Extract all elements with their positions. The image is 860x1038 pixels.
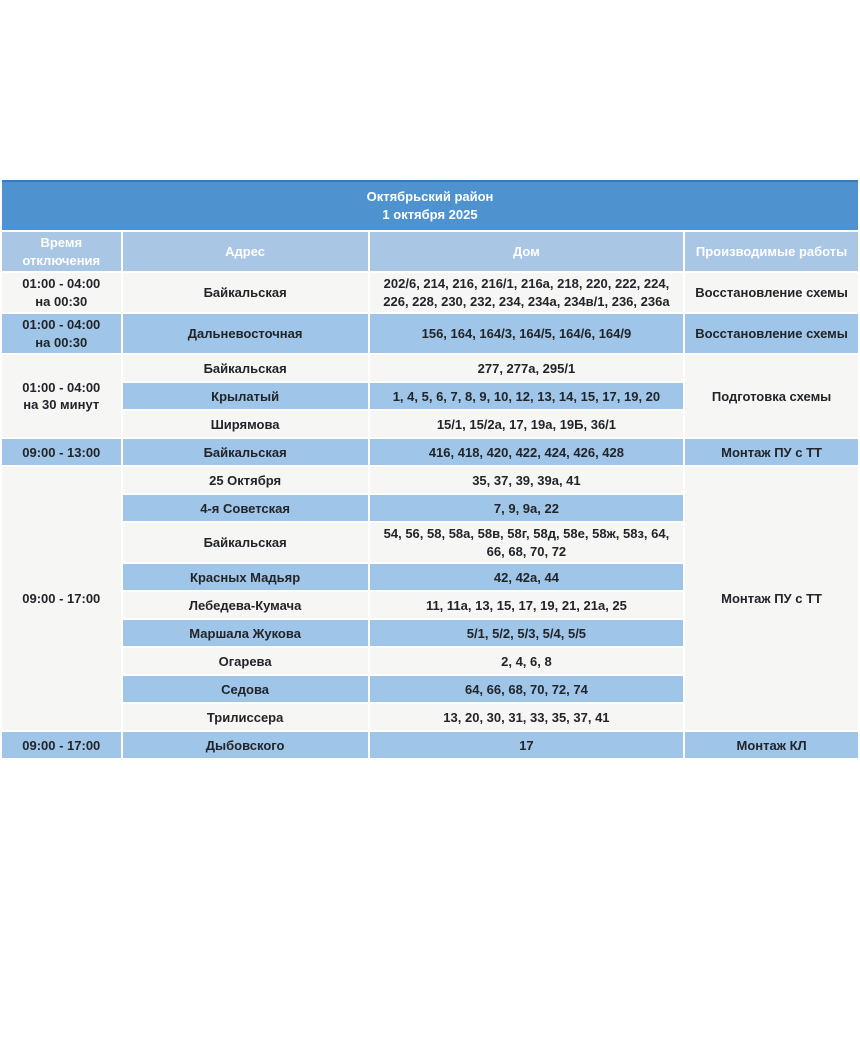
address-cell: Дальневосточная (123, 314, 368, 353)
date-subtitle: 1 октября 2025 (382, 207, 478, 222)
address-cell: Дыбовского (123, 732, 368, 758)
address-cell: Байкальская (123, 523, 368, 562)
work-cell: Восстановление схемы (685, 273, 858, 312)
table-head (2, 180, 858, 271)
table-row (2, 355, 858, 381)
work-cell: Монтаж ПУ с ТТ (685, 439, 858, 465)
table-row (2, 467, 858, 493)
work-cell: Подготовка схемы (685, 355, 858, 437)
houses-cell: 5/1, 5/2, 5/3, 5/4, 5/5 (370, 620, 683, 646)
work-cell: Восстановление схемы (685, 314, 858, 353)
address-cell: Красных Мадьяр (123, 564, 368, 590)
address-cell: Байкальская (123, 355, 368, 381)
address-cell: Ширямова (123, 411, 368, 437)
work-cell: Монтаж ПУ с ТТ (685, 467, 858, 730)
houses-cell: 202/6, 214, 216, 216/1, 216а, 218, 220, 222, 224, 226, 228, 230, 232, 234, 234а, 234в/1, 236, 236а (370, 273, 683, 312)
houses-cell: 156, 164, 164/3, 164/5, 164/6, 164/9 (370, 314, 683, 353)
outage-table-body (2, 273, 858, 758)
houses-cell: 54, 56, 58, 58а, 58в, 58г, 58д, 58е, 58ж, 58з, 64, 66, 68, 70, 72 (370, 523, 683, 562)
column-header-row (2, 232, 858, 271)
table-row (2, 439, 858, 465)
address-cell: Трилиссера (123, 704, 368, 730)
houses-cell: 42, 42а, 44 (370, 564, 683, 590)
houses-cell: 1, 4, 5, 6, 7, 8, 9, 10, 12, 13, 14, 15, 17, 19, 20 (370, 383, 683, 409)
outage-schedule-table (0, 178, 860, 760)
work-cell: Монтаж КЛ (685, 732, 858, 758)
address-cell: Байкальская (123, 273, 368, 312)
houses-cell: 17 (370, 732, 683, 758)
column-header-works: Производимые работы (685, 232, 858, 271)
houses-cell: 64, 66, 68, 70, 72, 74 (370, 676, 683, 702)
houses-cell: 7, 9, 9а, 22 (370, 495, 683, 521)
houses-cell: 11, 11а, 13, 15, 17, 19, 21, 21а, 25 (370, 592, 683, 618)
table-row (2, 732, 858, 758)
address-cell: Седова (123, 676, 368, 702)
time-cell: 09:00 - 17:00 (2, 467, 121, 730)
houses-cell: 2, 4, 6, 8 (370, 648, 683, 674)
column-header-house: Дом (370, 232, 683, 271)
time-cell: 01:00 - 04:00 на 00:30 (2, 273, 121, 312)
address-cell: Маршала Жукова (123, 620, 368, 646)
table-row (2, 273, 858, 312)
column-header-address: Адрес (123, 232, 368, 271)
houses-cell: 35, 37, 39, 39а, 41 (370, 467, 683, 493)
houses-cell: 15/1, 15/2а, 17, 19а, 19Б, 36/1 (370, 411, 683, 437)
time-cell: 09:00 - 13:00 (2, 439, 121, 465)
address-cell: Лебедева-Кумача (123, 592, 368, 618)
houses-cell: 416, 418, 420, 422, 424, 426, 428 (370, 439, 683, 465)
time-cell: 01:00 - 04:00 на 30 минут (2, 355, 121, 437)
column-header-time: Время отключения (2, 232, 121, 271)
houses-cell: 277, 277а, 295/1 (370, 355, 683, 381)
address-cell: Крылатый (123, 383, 368, 409)
time-cell: 09:00 - 17:00 (2, 732, 121, 758)
title-row (2, 180, 858, 230)
time-cell: 01:00 - 04:00 на 00:30 (2, 314, 121, 353)
table-row (2, 314, 858, 353)
table-title (2, 180, 858, 230)
houses-cell: 13, 20, 30, 31, 33, 35, 37, 41 (370, 704, 683, 730)
address-cell: 4-я Советская (123, 495, 368, 521)
district-title: Октябрьский район (366, 189, 494, 205)
address-cell: Огарева (123, 648, 368, 674)
address-cell: 25 Октября (123, 467, 368, 493)
address-cell: Байкальская (123, 439, 368, 465)
